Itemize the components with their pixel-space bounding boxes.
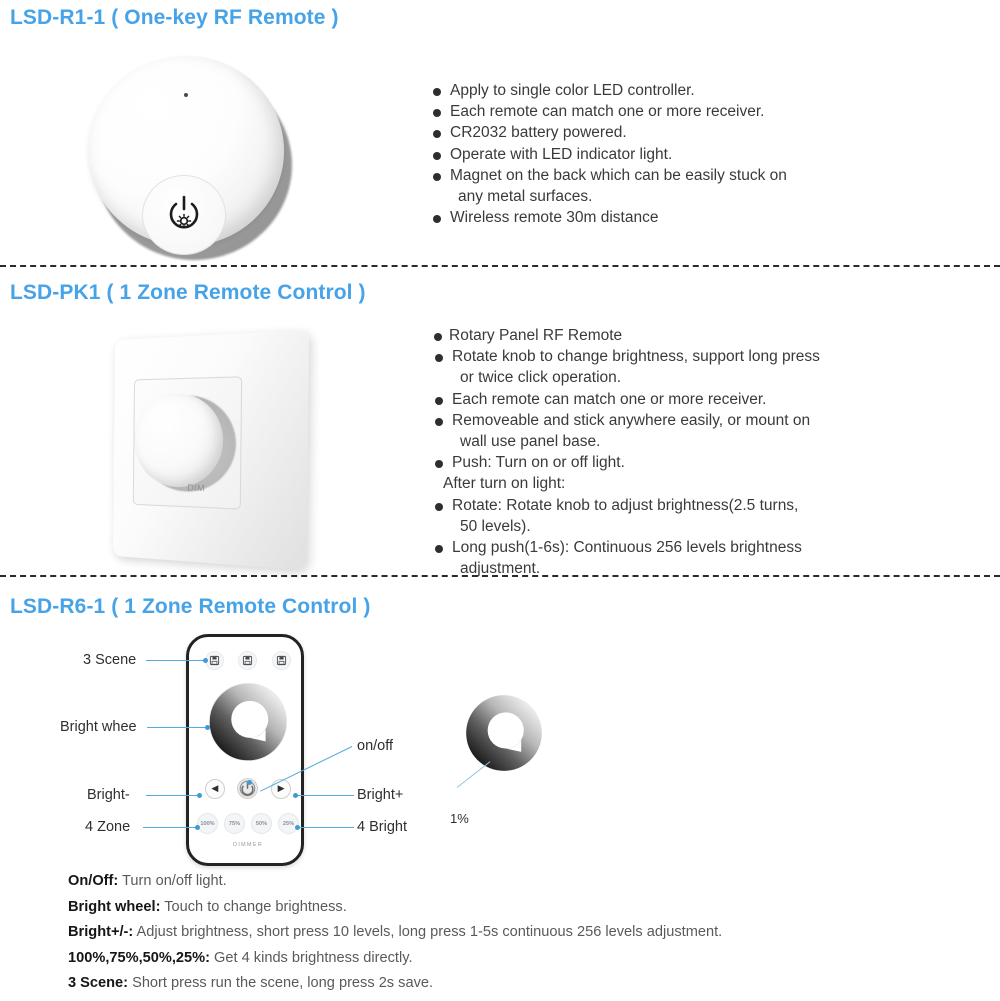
remote-brand-label: DIMMER bbox=[233, 842, 263, 848]
leader-endpoint bbox=[293, 793, 298, 798]
list-item: Each remote can match one or more receiver. bbox=[430, 102, 870, 122]
bright-down-button[interactable]: ◀ bbox=[205, 779, 225, 799]
product-image-round-remote bbox=[88, 56, 298, 261]
leader-line-3-scene bbox=[146, 660, 206, 661]
section-title-r6-1: LSD-R6-1 ( 1 Zone Remote Control ) bbox=[10, 595, 371, 618]
legend-item-bright-wheel bbox=[68, 899, 948, 916]
leader-line-bright-down bbox=[146, 795, 200, 796]
save-icon bbox=[276, 655, 287, 666]
panel-dim-label: DIM bbox=[187, 482, 206, 494]
list-item: Wireless remote 30m distance bbox=[430, 208, 870, 228]
label-4-bright: 4 Bright bbox=[357, 819, 407, 835]
list-item: Push: Turn on or off light. bbox=[432, 453, 882, 473]
leader-endpoint bbox=[295, 825, 300, 830]
scene-button-1[interactable] bbox=[205, 651, 224, 670]
legend-desc: Short press run the scene, long press 2s save. bbox=[128, 975, 434, 991]
zone-button-row bbox=[189, 813, 307, 834]
list-item-plain: After turn on light: bbox=[443, 475, 566, 493]
panel-plate bbox=[113, 330, 309, 571]
leader-endpoint bbox=[247, 780, 252, 785]
leader-endpoint bbox=[203, 658, 208, 663]
legend-list bbox=[68, 873, 948, 1001]
list-item-continuation: adjustment. bbox=[460, 560, 541, 578]
list-item-continuation: any metal surfaces. bbox=[458, 188, 593, 206]
list-item-continuation: 50 levels). bbox=[460, 517, 531, 535]
save-icon bbox=[242, 655, 253, 666]
list-item-continuation: wall use panel base. bbox=[460, 433, 601, 451]
legend-item-3-scene bbox=[68, 975, 948, 992]
legend-item-on-off bbox=[68, 873, 948, 890]
legend-term: Bright+/-: bbox=[68, 924, 134, 940]
list-item: Apply to single color LED controller. bbox=[430, 81, 870, 101]
legend-item-bright-plus-minus bbox=[68, 924, 948, 941]
list-item: Magnet on the back which can be easily stuck on bbox=[430, 166, 870, 186]
section-title-r1-1: LSD-R1-1 ( One-key RF Remote ) bbox=[10, 6, 339, 29]
legend-item-preset-percent bbox=[68, 950, 948, 967]
brightness-wheel[interactable] bbox=[204, 678, 292, 766]
legend-desc: Touch to change brightness. bbox=[160, 898, 347, 915]
label-wheel-percent: 1% bbox=[450, 811, 469, 826]
legend-desc: Turn on/off light. bbox=[118, 873, 227, 889]
brightness-wheel-icon bbox=[461, 690, 547, 776]
zone-button-75[interactable]: 75% bbox=[224, 813, 245, 834]
label-bright-down: Bright- bbox=[87, 787, 130, 803]
list-item: CR2032 battery powered. bbox=[430, 123, 870, 143]
list-item: Long push(1-6s): Continuous 256 levels brightness bbox=[432, 538, 882, 558]
list-item: Rotary Panel RF Remote bbox=[432, 326, 882, 346]
feature-list-pk1 bbox=[432, 326, 882, 580]
list-item-continuation: or twice click operation. bbox=[460, 369, 622, 387]
list-item: Each remote can match one or more receiver. bbox=[432, 390, 882, 410]
list-item: Rotate: Rotate knob to adjust brightness(2.5 turns, bbox=[432, 496, 882, 516]
remote-diagram bbox=[0, 630, 1000, 880]
label-on-off: on/off bbox=[357, 738, 394, 754]
scene-button-2[interactable] bbox=[238, 651, 257, 670]
leader-line-4-zone bbox=[143, 827, 198, 828]
leader-line-bright-up bbox=[297, 795, 354, 796]
section-title-pk1: LSD-PK1 ( 1 Zone Remote Control ) bbox=[10, 281, 366, 304]
leader-endpoint bbox=[197, 793, 202, 798]
leader-endpoint bbox=[195, 825, 200, 830]
legend-term: Bright wheel: bbox=[68, 898, 161, 915]
leader-endpoint bbox=[205, 725, 210, 730]
legend-desc: Adjust brightness, short press 10 levels, long press 1-5s continuous 256 levels adjustment. bbox=[133, 924, 723, 940]
label-4-zone: 4 Zone bbox=[85, 819, 131, 835]
label-bright-wheel: Bright whee bbox=[60, 719, 137, 735]
led-indicator-icon bbox=[184, 93, 188, 97]
standalone-brightness-wheel bbox=[461, 690, 547, 776]
section-divider bbox=[0, 265, 1000, 267]
legend-term: 100%,75%,50%,25%: bbox=[68, 949, 210, 966]
bright-up-button[interactable]: ▶ bbox=[271, 779, 291, 799]
save-icon bbox=[209, 655, 220, 666]
scene-button-3[interactable] bbox=[272, 651, 291, 670]
list-item: Operate with LED indicator light. bbox=[430, 145, 870, 165]
zone-button-100[interactable]: 100% bbox=[197, 813, 218, 834]
leader-line-bright-wheel bbox=[147, 727, 208, 728]
legend-term: 3 Scene: bbox=[68, 975, 129, 991]
zone-button-25[interactable]: 25% bbox=[278, 813, 299, 834]
brightness-wheel-icon bbox=[204, 678, 292, 766]
leader-line-4-bright bbox=[299, 827, 354, 828]
r6-remote-body bbox=[186, 634, 304, 866]
section-divider bbox=[0, 575, 1000, 577]
zone-button-50[interactable]: 50% bbox=[251, 813, 272, 834]
product-image-wall-panel bbox=[104, 328, 332, 576]
feature-list-r1-1 bbox=[430, 81, 870, 229]
power-brightness-icon bbox=[164, 194, 204, 236]
list-item: Removeable and stick anywhere easily, or mount on bbox=[432, 411, 882, 431]
legend-term: On/Off: bbox=[68, 873, 119, 889]
legend-desc: Get 4 kinds brightness directly. bbox=[209, 949, 413, 966]
label-bright-up: Bright+ bbox=[357, 787, 404, 803]
list-item: Rotate knob to change brightness, support long press bbox=[432, 347, 882, 367]
label-3-scene: 3 Scene bbox=[83, 652, 137, 668]
